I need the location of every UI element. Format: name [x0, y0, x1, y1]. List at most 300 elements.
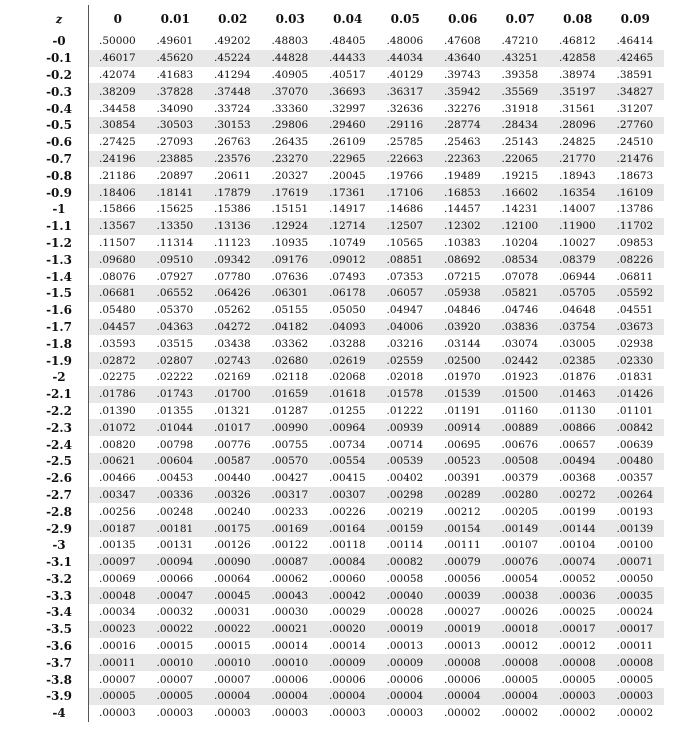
table-cell: .22663 — [377, 151, 435, 168]
column-header: 0.06 — [448, 12, 478, 26]
table-cell: .02275 — [99, 371, 136, 384]
table-cell: .01500 — [492, 386, 550, 403]
table-cell: .30503 — [147, 117, 205, 134]
table-cell: .00079 — [434, 554, 492, 571]
table-cell: .31207 — [616, 102, 654, 115]
table-cell: .10749 — [329, 236, 366, 249]
table-cell: .04746 — [501, 304, 539, 317]
table-cell: .00040 — [377, 587, 435, 604]
table-cell: .00008 — [607, 654, 665, 671]
table-cell: .01659 — [262, 386, 320, 403]
table-cell: .00187 — [89, 520, 147, 537]
table-cell: .00144 — [549, 520, 607, 537]
table-cell: .16602 — [492, 184, 550, 201]
table-cell: .00031 — [214, 606, 251, 619]
table-cell: .48006 — [386, 35, 424, 48]
table-cell: .08534 — [492, 251, 550, 268]
row-z-label: -2 — [30, 369, 89, 386]
table-cell: .42074 — [99, 68, 136, 81]
table-cell: .05592 — [607, 285, 665, 302]
table-cell: .00169 — [262, 520, 320, 537]
table-cell: .00002 — [559, 707, 596, 720]
table-cell: .00226 — [329, 505, 366, 518]
table-row — [30, 83, 664, 100]
table-cell: .00019 — [377, 621, 435, 638]
table-cell: .00054 — [501, 572, 539, 585]
table-cell: .24825 — [559, 136, 596, 149]
table-cell: .00657 — [559, 438, 596, 451]
table-row — [30, 184, 664, 201]
table-row — [30, 604, 664, 621]
table-cell: .00048 — [89, 587, 147, 604]
table-cell: .19766 — [386, 169, 424, 182]
table-cell: .05050 — [329, 304, 366, 317]
table-cell: .21770 — [549, 151, 607, 168]
column-header: 0.05 — [390, 12, 420, 26]
table-cell: .02068 — [329, 371, 366, 384]
row-z-label: -0.7 — [30, 151, 89, 168]
z-table — [30, 5, 665, 722]
table-row — [30, 403, 664, 420]
table-cell: .00453 — [156, 472, 194, 485]
table-cell: .20897 — [156, 169, 194, 182]
table-cell: .02743 — [204, 352, 262, 369]
table-cell: .06552 — [147, 285, 205, 302]
table-cell: .46414 — [616, 35, 654, 48]
table-cell: .00714 — [386, 438, 424, 451]
table-cell: .00193 — [616, 505, 654, 518]
row-z-label: -0.4 — [30, 100, 89, 117]
table-cell: .00233 — [271, 505, 309, 518]
table-cell: .05155 — [271, 304, 309, 317]
table-cell: .02442 — [492, 352, 550, 369]
table-cell: .29806 — [262, 117, 320, 134]
row-z-label: -3.7 — [30, 654, 89, 671]
row-z-label: -3.2 — [30, 571, 89, 588]
table-cell: .00022 — [204, 621, 262, 638]
table-cell: .19489 — [444, 169, 481, 182]
row-z-label: -1.6 — [30, 302, 89, 319]
table-cell: .00004 — [204, 688, 262, 705]
table-row — [30, 554, 664, 571]
table-cell: .00064 — [214, 572, 251, 585]
table-cell: .11507 — [99, 236, 136, 249]
table-cell: .17619 — [262, 184, 320, 201]
table-cell: .00842 — [607, 419, 665, 436]
table-cell: .18406 — [89, 184, 147, 201]
table-cell: .22363 — [434, 151, 492, 168]
table-cell: .48803 — [271, 35, 309, 48]
column-header: 0.04 — [333, 12, 363, 26]
table-cell: .00508 — [492, 453, 550, 470]
table-cell: .20327 — [271, 169, 309, 182]
table-cell: .00008 — [492, 654, 550, 671]
table-cell: .40517 — [329, 68, 366, 81]
table-cell: .00034 — [99, 606, 136, 619]
table-cell: .00695 — [444, 438, 481, 451]
table-cell: .00280 — [492, 487, 550, 504]
table-cell: .22965 — [319, 151, 377, 168]
table-cell: .04182 — [262, 319, 320, 336]
table-cell: .07353 — [386, 270, 424, 283]
table-cell: .00004 — [434, 688, 492, 705]
table-cell: .12714 — [319, 218, 377, 235]
table-cell: .00023 — [89, 621, 147, 638]
table-cell: .02500 — [434, 352, 492, 369]
table-cell: .00154 — [434, 520, 492, 537]
table-cell: .29460 — [319, 117, 377, 134]
row-z-label: -1.8 — [30, 335, 89, 352]
table-cell: .18673 — [616, 169, 654, 182]
table-cell: .08226 — [607, 251, 665, 268]
table-cell: .20045 — [329, 169, 366, 182]
table-cell: .00131 — [156, 539, 194, 552]
table-row — [30, 319, 664, 336]
row-z-label: -3.6 — [30, 638, 89, 655]
table-cell: .06426 — [204, 285, 262, 302]
table-cell: .00007 — [99, 673, 136, 686]
row-z-label: -3.9 — [30, 688, 89, 705]
table-cell: .02018 — [386, 371, 424, 384]
table-cell: .13786 — [616, 203, 654, 216]
table-cell: .00798 — [156, 438, 194, 451]
table-row — [30, 268, 664, 285]
table-cell: .09176 — [262, 251, 320, 268]
table-cell: .00639 — [616, 438, 654, 451]
table-cell: .20611 — [214, 169, 251, 182]
table-cell: .00012 — [559, 640, 596, 653]
table-cell: .00022 — [147, 621, 205, 638]
table-cell: .00248 — [156, 505, 194, 518]
row-z-label: -2.2 — [30, 403, 89, 420]
table-row — [30, 470, 664, 487]
table-cell: .00006 — [271, 673, 309, 686]
table-cell: .00307 — [319, 487, 377, 504]
table-cell: .00008 — [434, 654, 492, 671]
table-cell: .09342 — [204, 251, 262, 268]
table-cell: .49601 — [156, 35, 194, 48]
table-cell: .02385 — [549, 352, 607, 369]
table-cell: .00005 — [616, 673, 654, 686]
table-cell: .00076 — [492, 554, 550, 571]
table-cell: .00326 — [204, 487, 262, 504]
table-cell: .47210 — [501, 35, 539, 48]
table-cell: .30153 — [204, 117, 262, 134]
table-cell: .04006 — [377, 319, 435, 336]
table-cell: .00889 — [492, 419, 550, 436]
table-row — [30, 201, 664, 218]
table-cell: .04272 — [204, 319, 262, 336]
table-cell: .26435 — [271, 136, 309, 149]
table-cell: .05821 — [492, 285, 550, 302]
table-cell: .00004 — [377, 688, 435, 705]
table-cell: .00005 — [559, 673, 596, 686]
table-cell: .00100 — [616, 539, 654, 552]
table-cell: .12924 — [262, 218, 320, 235]
row-z-label: -0.5 — [30, 117, 89, 134]
table-cell: .00016 — [99, 640, 136, 653]
table-cell: .01831 — [616, 371, 654, 384]
table-cell: .43251 — [492, 50, 550, 67]
table-cell: .04457 — [89, 319, 147, 336]
table-cell: .07078 — [501, 270, 539, 283]
table-cell: .02222 — [156, 371, 194, 384]
table-row — [30, 251, 664, 268]
table-cell: .00104 — [559, 539, 596, 552]
table-cell: .00032 — [156, 606, 194, 619]
table-cell: .48405 — [329, 35, 366, 48]
row-z-label: -1.5 — [30, 285, 89, 302]
table-cell: .28096 — [549, 117, 607, 134]
row-z-label: -3.3 — [30, 587, 89, 604]
row-z-label: -0.6 — [30, 134, 89, 151]
table-cell: .35569 — [492, 83, 550, 100]
table-cell: .00181 — [147, 520, 205, 537]
table-cell: .00020 — [319, 621, 377, 638]
table-cell: .38209 — [89, 83, 147, 100]
table-cell: .31918 — [501, 102, 539, 115]
row-z-label: -1.7 — [30, 319, 89, 336]
row-z-label: -0.2 — [30, 67, 89, 84]
table-cell: .03288 — [329, 337, 366, 350]
table-cell: .00029 — [329, 606, 366, 619]
table-cell: .00013 — [444, 640, 481, 653]
table-cell: .11123 — [214, 236, 251, 249]
table-cell: .04551 — [616, 304, 654, 317]
table-cell: .00066 — [156, 572, 194, 585]
table-cell: .38591 — [616, 68, 654, 81]
table-cell: .21186 — [99, 169, 136, 182]
row-z-label: -2.1 — [30, 386, 89, 403]
table-cell: .22065 — [492, 151, 550, 168]
table-cell: .00122 — [271, 539, 309, 552]
table-cell: .00003 — [214, 707, 251, 720]
table-row — [30, 705, 664, 722]
row-z-label: -0.8 — [30, 167, 89, 184]
table-row — [30, 688, 664, 705]
table-row — [30, 520, 664, 537]
table-cell: .01287 — [271, 404, 309, 417]
table-cell: .00240 — [214, 505, 251, 518]
table-cell: .00494 — [549, 453, 607, 470]
table-cell: .26109 — [329, 136, 366, 149]
table-cell: .00135 — [99, 539, 136, 552]
table-cell: .00084 — [319, 554, 377, 571]
column-header: 0.08 — [563, 12, 593, 26]
table-cell: .00289 — [434, 487, 492, 504]
table-cell: .00990 — [262, 419, 320, 436]
table-cell: .13350 — [147, 218, 205, 235]
table-cell: .10027 — [559, 236, 596, 249]
table-row — [30, 134, 664, 151]
table-cell: .14686 — [386, 203, 424, 216]
table-row — [30, 621, 664, 638]
table-cell: .00205 — [501, 505, 539, 518]
table-cell: .00006 — [329, 673, 366, 686]
table-cell: .06944 — [559, 270, 596, 283]
table-cell: .45224 — [204, 50, 262, 67]
table-cell: .00539 — [377, 453, 435, 470]
table-cell: .00030 — [271, 606, 309, 619]
table-cell: .00094 — [147, 554, 205, 571]
table-cell: .00621 — [89, 453, 147, 470]
table-cell: .01463 — [549, 386, 607, 403]
table-cell: .00480 — [607, 453, 665, 470]
table-cell: .00052 — [559, 572, 596, 585]
table-cell: .07636 — [271, 270, 309, 283]
table-cell: .41683 — [156, 68, 194, 81]
table-cell: .03005 — [559, 337, 596, 350]
table-row — [30, 386, 664, 403]
table-cell: .32997 — [329, 102, 366, 115]
table-cell: .07493 — [329, 270, 366, 283]
row-z-label: -3.4 — [30, 604, 89, 621]
column-header: 0.03 — [275, 12, 305, 26]
table-cell: .00021 — [262, 621, 320, 638]
table-cell: .00009 — [319, 654, 377, 671]
table-cell: .03438 — [214, 337, 251, 350]
table-cell: .15151 — [271, 203, 309, 216]
table-cell: .07927 — [156, 270, 194, 283]
table-row — [30, 335, 664, 352]
table-cell: .03144 — [444, 337, 481, 350]
table-cell: .37448 — [204, 83, 262, 100]
table-cell: .16354 — [549, 184, 607, 201]
table-cell: .00018 — [492, 621, 550, 638]
table-cell: .06057 — [377, 285, 435, 302]
table-cell: .04648 — [559, 304, 596, 317]
table-cell: .01072 — [89, 419, 147, 436]
table-cell: .00107 — [501, 539, 539, 552]
table-cell: .02680 — [262, 352, 320, 369]
table-cell: .00087 — [262, 554, 320, 571]
row-z-label: -1 — [30, 201, 89, 218]
table-cell: .34827 — [607, 83, 665, 100]
table-cell: .34458 — [99, 102, 136, 115]
table-cell: .00017 — [549, 621, 607, 638]
table-cell: .00015 — [156, 640, 194, 653]
table-cell: .00010 — [262, 654, 320, 671]
row-z-label: -2.7 — [30, 487, 89, 504]
table-cell: .00043 — [262, 587, 320, 604]
table-cell: .00570 — [262, 453, 320, 470]
table-cell: .15386 — [214, 203, 251, 216]
table-cell: .44433 — [319, 50, 377, 67]
table-row — [30, 167, 664, 184]
table-cell: .00013 — [386, 640, 424, 653]
table-cell: .15625 — [156, 203, 194, 216]
table-cell: .27760 — [607, 117, 665, 134]
row-z-label: -1.4 — [30, 268, 89, 285]
table-cell: .10204 — [501, 236, 539, 249]
column-header: 0.07 — [505, 12, 535, 26]
table-cell: .00440 — [214, 472, 251, 485]
table-row — [30, 100, 664, 117]
table-cell: .00038 — [492, 587, 550, 604]
table-cell: .00264 — [607, 487, 665, 504]
table-cell: .00402 — [386, 472, 424, 485]
table-cell: .00003 — [329, 707, 366, 720]
table-cell: .00007 — [156, 673, 194, 686]
row-z-label: -3 — [30, 537, 89, 554]
row-z-label: -3.8 — [30, 671, 89, 688]
table-cell: .17361 — [319, 184, 377, 201]
table-cell: .00002 — [616, 707, 654, 720]
table-cell: .00090 — [204, 554, 262, 571]
table-row — [30, 487, 664, 504]
table-cell: .00820 — [99, 438, 136, 451]
table-row — [30, 369, 664, 386]
column-header: 0.02 — [218, 12, 248, 26]
table-cell: .00139 — [607, 520, 665, 537]
table-cell: .29116 — [377, 117, 435, 134]
table-cell: .00010 — [204, 654, 262, 671]
table-cell: .00002 — [444, 707, 481, 720]
column-header: 0 — [113, 12, 122, 26]
table-cell: .17106 — [377, 184, 435, 201]
table-cell: .46812 — [559, 35, 596, 48]
table-cell: .01923 — [501, 371, 539, 384]
table-cell: .01539 — [434, 386, 492, 403]
table-cell: .00028 — [386, 606, 424, 619]
table-cell: .01101 — [616, 404, 654, 417]
table-cell: .00587 — [204, 453, 262, 470]
table-cell: .00003 — [271, 707, 309, 720]
table-cell: .00118 — [329, 539, 366, 552]
table-cell: .24510 — [616, 136, 654, 149]
table-cell: .01786 — [89, 386, 147, 403]
table-cell: .14231 — [501, 203, 539, 216]
table-cell: .00676 — [501, 438, 539, 451]
table-cell: .00014 — [329, 640, 366, 653]
table-cell: .32636 — [386, 102, 424, 115]
table-row — [30, 419, 664, 436]
table-cell: .10383 — [444, 236, 481, 249]
table-cell: .00003 — [99, 707, 136, 720]
table-cell: .07215 — [444, 270, 481, 283]
table-cell: .00379 — [501, 472, 539, 485]
row-z-label: -0 — [30, 33, 89, 50]
table-cell: .25463 — [444, 136, 481, 149]
table-cell: .00009 — [377, 654, 435, 671]
table-cell: .00003 — [549, 688, 607, 705]
table-cell: .01743 — [147, 386, 205, 403]
table-cell: .00024 — [616, 606, 654, 619]
row-z-label: -1.9 — [30, 352, 89, 369]
table-cell: .03362 — [271, 337, 309, 350]
table-cell: .02559 — [377, 352, 435, 369]
row-z-label: -0.9 — [30, 184, 89, 201]
table-row — [30, 151, 664, 168]
table-row — [30, 638, 664, 655]
table-cell: .00219 — [386, 505, 424, 518]
table-cell: .00097 — [89, 554, 147, 571]
table-cell: .00004 — [492, 688, 550, 705]
table-cell: .01130 — [559, 404, 596, 417]
table-cell: .42465 — [607, 50, 665, 67]
table-cell: .19215 — [501, 169, 539, 182]
table-cell: .00062 — [271, 572, 309, 585]
table-cell: .23885 — [147, 151, 205, 168]
table-cell: .00015 — [214, 640, 251, 653]
table-cell: .00005 — [89, 688, 147, 705]
table-cell: .33360 — [271, 102, 309, 115]
table-cell: .23576 — [204, 151, 262, 168]
table-cell: .08379 — [549, 251, 607, 268]
table-cell: .45620 — [147, 50, 205, 67]
table-cell: .01390 — [99, 404, 136, 417]
table-header — [30, 5, 664, 33]
